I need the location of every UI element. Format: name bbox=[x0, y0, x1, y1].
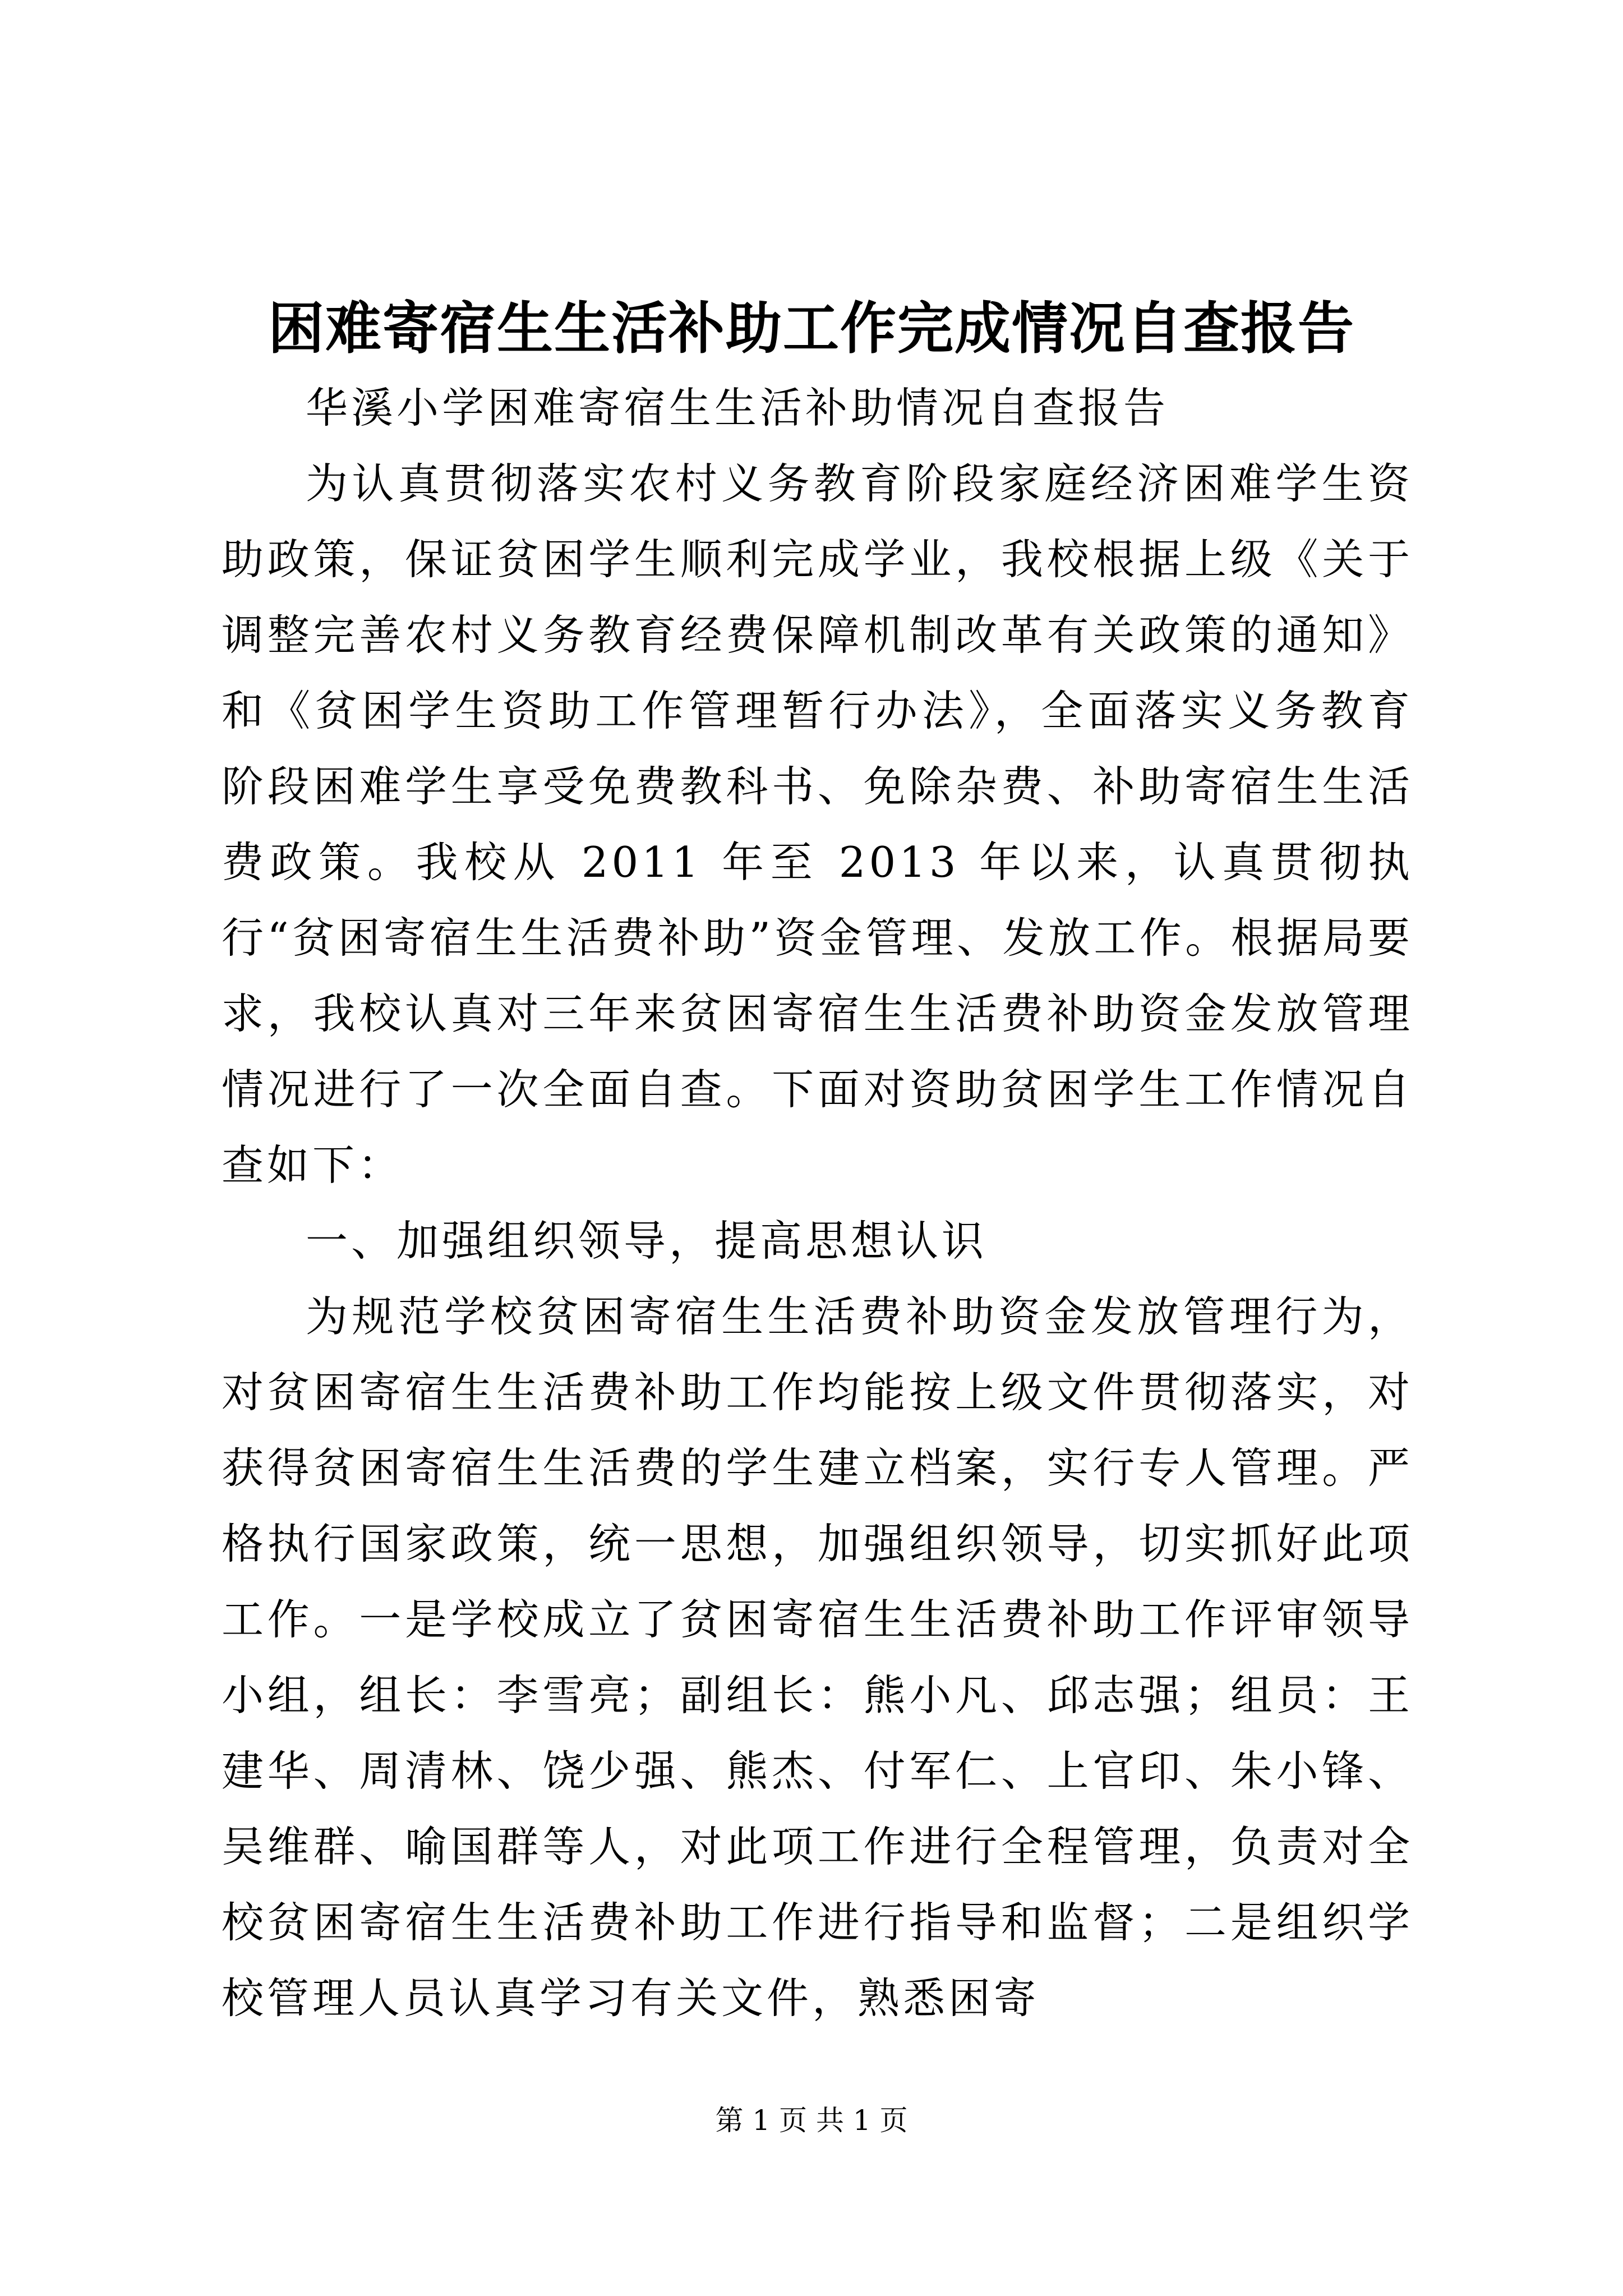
section-heading: 一、加强组织领导，提高思想认识 bbox=[306, 1216, 988, 1266]
page-number: 第 1 页 共 1 页 bbox=[715, 2104, 908, 2137]
paragraph: 为认真贯彻落实农村义务教育阶段家庭经济困难学生资助政策，保证贫困学生顺利完成学业，我校根据上级《关于调整完善农村义务教育经费保障机制改革有关政策的通知》和《贫困学生资助工作管理暂行办法》，全面落实义务教育阶段困难学生享受免费教科书、免除杂费、补助寄宿生生活费政策。我校从 2011 年至 2013 年以来，认真贯彻执行“贫困寄宿生生活费补助”资金管理、发放工作。根据局要求，我校认真对三年来贫困寄宿生生活费补助资金发放管理情况进行了一次全面自查。下面对资助贫困学生工作情况自查如下： bbox=[222, 459, 1413, 1190]
document-subtitle: 华溪小学困难寄宿生生活补助情况自查报告 bbox=[306, 383, 1169, 432]
document-body bbox=[222, 370, 1413, 2036]
document-title: 困难寄宿生生活补助工作完成情况自查报告 bbox=[268, 295, 1355, 361]
paragraph: 为规范学校贫困寄宿生生活费补助资金发放管理行为，对贫困寄宿生生活费补助工作均能按上级文件贯彻落实，对获得贫困寄宿生生活费的学生建立档案，实行专人管理。严格执行国家政策，统一思想，加强组织领导，切实抓好此项工作。一是学校成立了贫困寄宿生生活费补助工作评审领导小组，组长：李雪亮；副组长：熊小凡、邱志强；组员：王建华、周清林、饶少强、熊杰、付军仁、上官印、朱小锋、吴维群、喻国群等人，对此项工作进行全程管理，负责对全校贫困寄宿生生活费补助工作进行指导和监督；二是组织学校管理人员认真学习有关文件，熟悉困寄 bbox=[222, 1292, 1413, 2023]
